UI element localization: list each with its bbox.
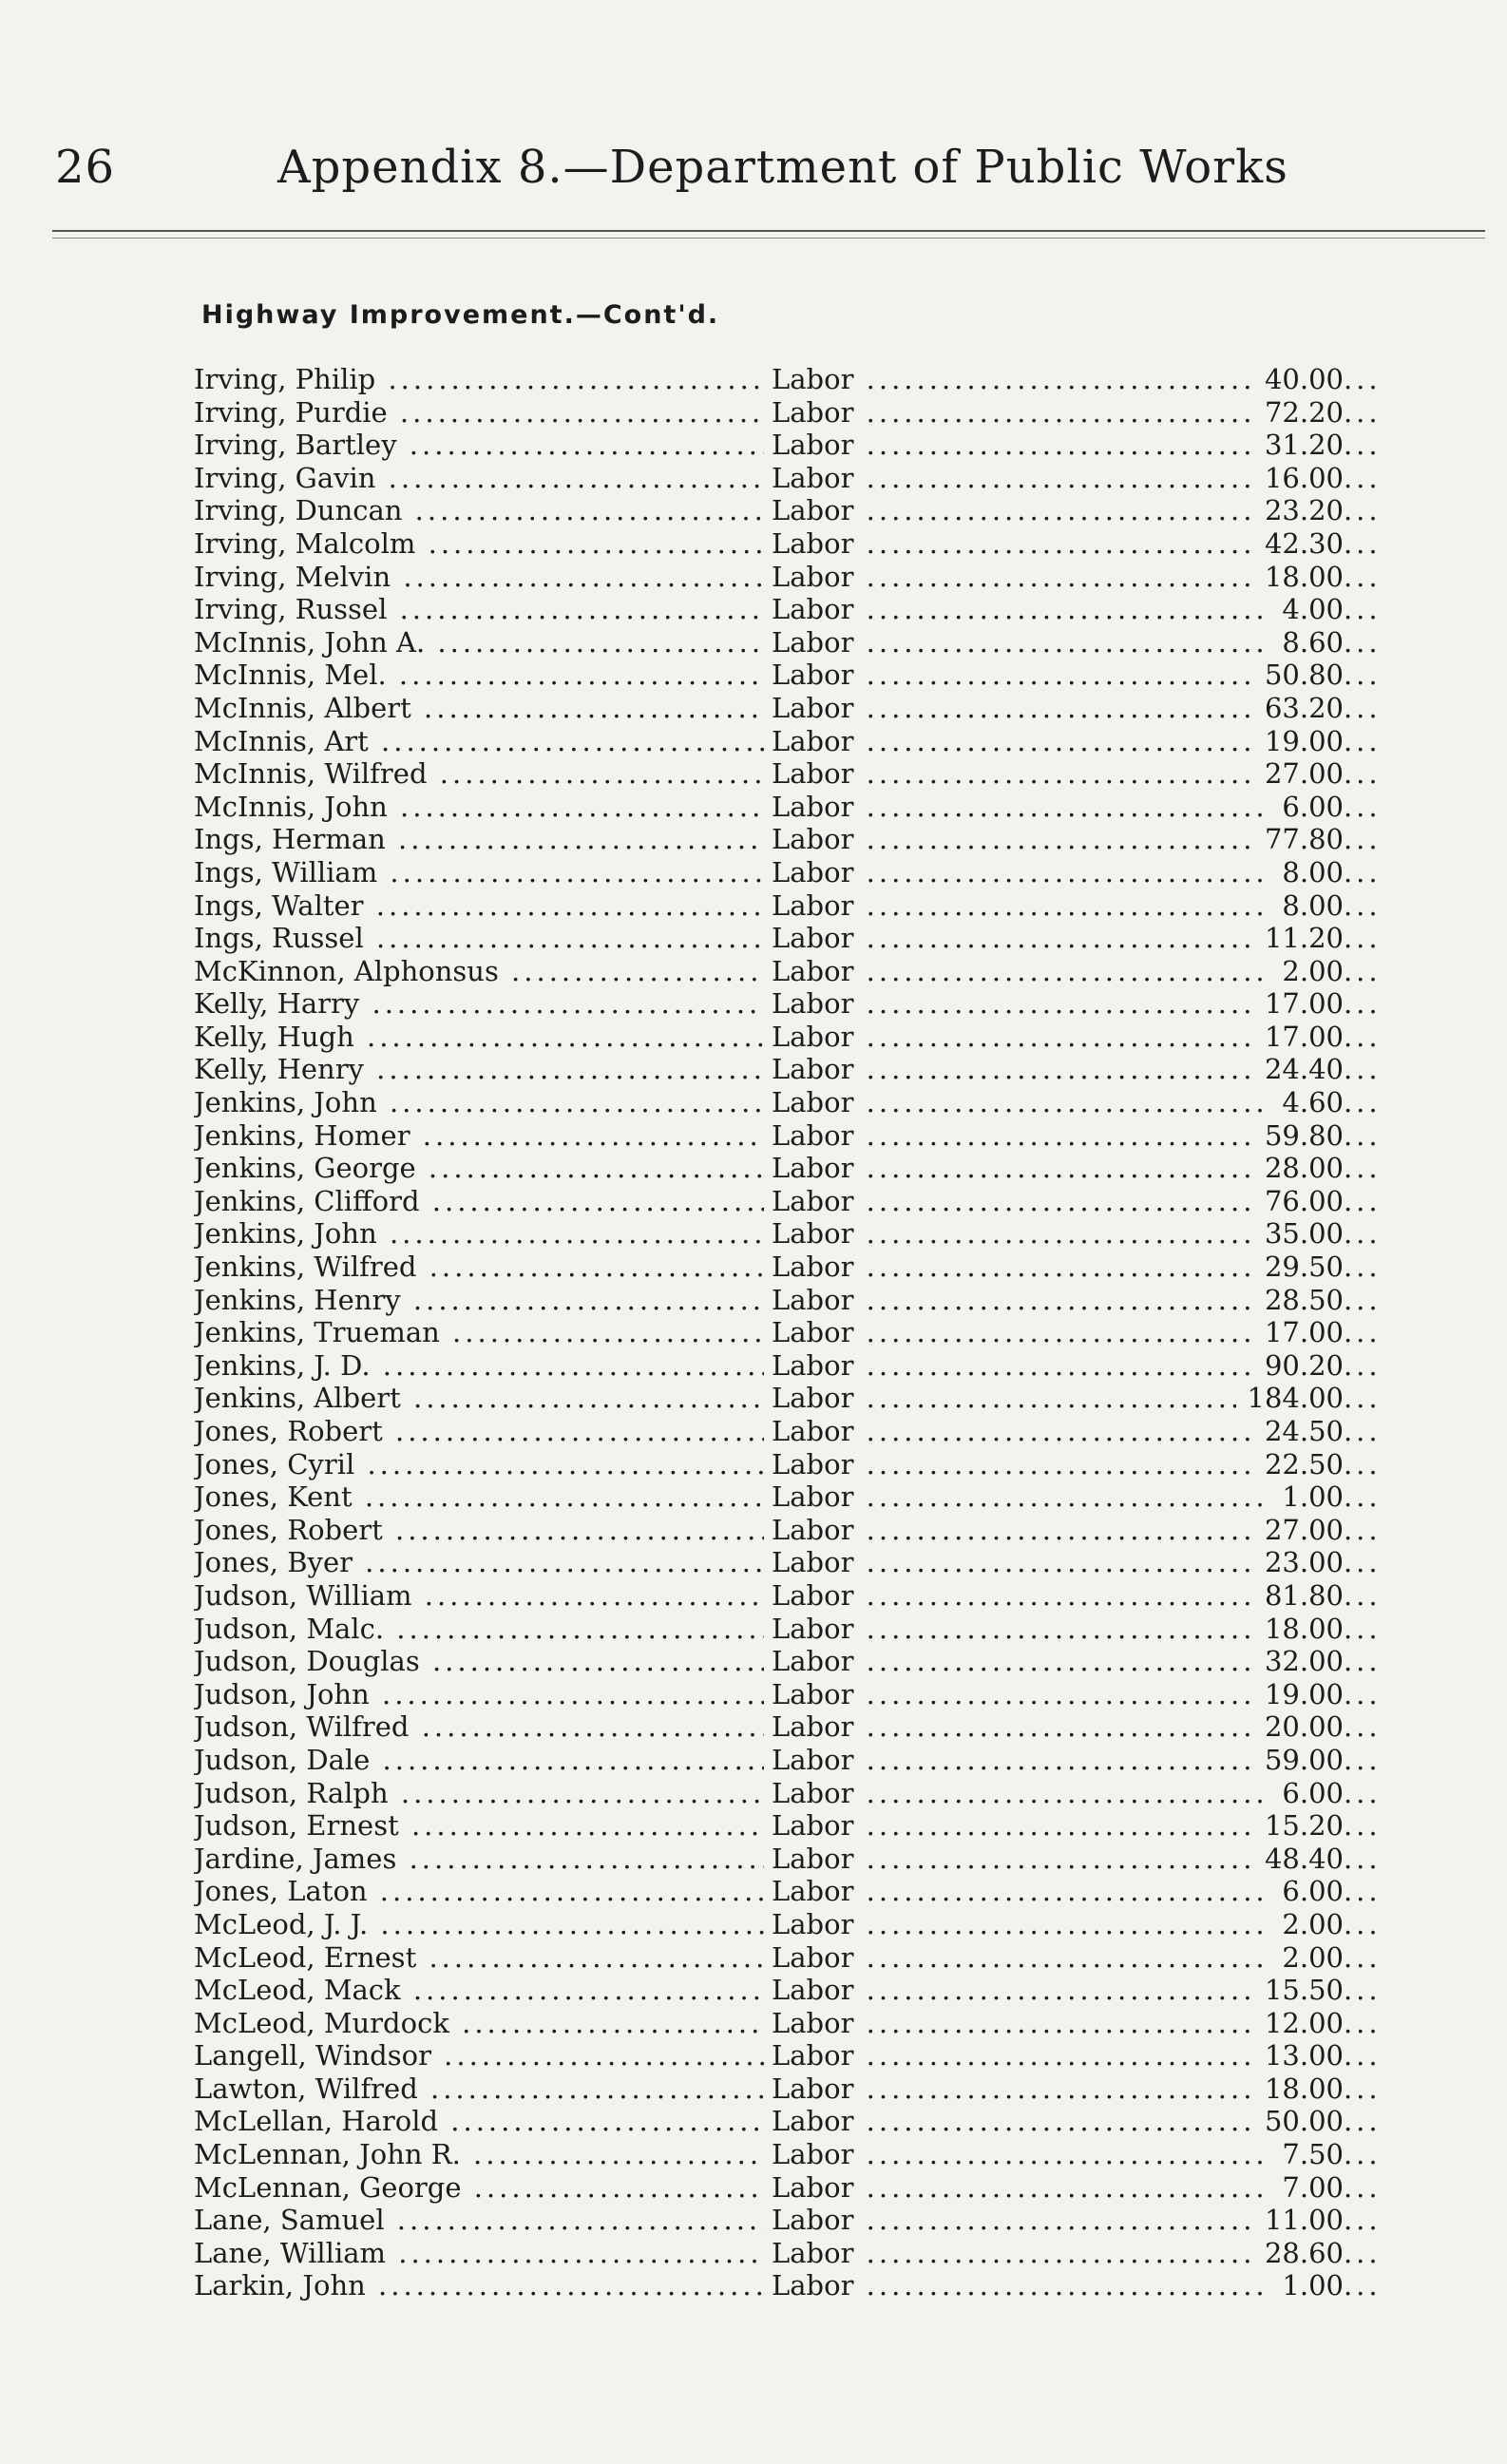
table-row <box>194 2039 1344 2072</box>
table-row <box>194 561 1344 594</box>
row-name: Judson, Malc. ..... <box>194 1613 764 1646</box>
table-row <box>194 396 1344 430</box>
row-amount: 6.00 <box>1270 1875 1344 1908</box>
row-occupation: Labor ..... <box>772 1316 1380 1349</box>
row-occupation: Labor ..... <box>772 2204 1380 2237</box>
row-occupation: Labor ..... <box>772 2007 1380 2040</box>
row-name: Kelly, Hugh ..... <box>194 1021 764 1054</box>
row-amount: 28.60 <box>1253 2237 1344 2270</box>
row-name: McLeod, Mack ..... <box>194 1974 764 2007</box>
row-occupation: Labor ..... <box>772 659 1380 692</box>
row-occupation: Labor ..... <box>772 1974 1380 2007</box>
row-amount: 23.00 <box>1253 1546 1344 1579</box>
row-name: Irving, Philip ..... <box>194 363 764 396</box>
row-name: Judson, Douglas ..... <box>194 1645 764 1678</box>
row-name: Irving, Melvin ..... <box>194 561 764 594</box>
table-row <box>194 462 1344 495</box>
table-row <box>194 363 1344 396</box>
row-name: Jones, Laton ..... <box>194 1875 764 1908</box>
row-name: McLeod, Murdock ..... <box>194 2007 764 2040</box>
row-amount: 4.60 <box>1270 1086 1344 1119</box>
table-row <box>194 1579 1344 1613</box>
row-amount: 17.00 <box>1253 1316 1344 1349</box>
row-occupation: Labor ..... <box>772 955 1380 988</box>
row-occupation: Labor ..... <box>772 1678 1380 1711</box>
table-row <box>194 791 1344 824</box>
row-name: Judson, Wilfred ..... <box>194 1710 764 1744</box>
row-name: Lane, William ..... <box>194 2237 764 2270</box>
row-name: McInnis, Art ..... <box>194 725 764 758</box>
page-number: 26 <box>55 141 116 194</box>
row-name: Ings, Russel ..... <box>194 922 764 955</box>
row-occupation: Labor ..... <box>772 889 1380 923</box>
row-occupation: Labor ..... <box>772 1415 1380 1448</box>
row-amount: 20.00 <box>1253 1710 1344 1744</box>
table-row <box>194 955 1344 988</box>
row-name: Judson, William ..... <box>194 1579 764 1613</box>
table-row <box>194 527 1344 561</box>
row-occupation: Labor ..... <box>772 2171 1380 2205</box>
row-name: Jenkins, John ..... <box>194 1086 764 1119</box>
row-name: Judson, Ralph ..... <box>194 1777 764 1810</box>
row-name: Jones, Byer ..... <box>194 1546 764 1579</box>
row-amount: 59.00 <box>1253 1744 1344 1777</box>
row-name: McKinnon, Alphonsus ..... <box>194 955 764 988</box>
row-name: Jenkins, Wilfred ..... <box>194 1251 764 1284</box>
table-row <box>194 626 1344 659</box>
row-name: Irving, Malcolm ..... <box>194 527 764 561</box>
row-amount: 31.20 <box>1253 429 1344 462</box>
row-amount: 4.00 <box>1270 593 1344 626</box>
row-name: Judson, Dale ..... <box>194 1744 764 1777</box>
table-row <box>194 1448 1344 1481</box>
row-occupation: Labor ..... <box>772 1217 1380 1251</box>
row-occupation: Labor ..... <box>772 527 1380 561</box>
table-row <box>194 1875 1344 1908</box>
row-amount: 32.00 <box>1253 1645 1344 1678</box>
row-occupation: Labor ..... <box>772 1809 1380 1843</box>
row-occupation: Labor ..... <box>772 922 1380 955</box>
table-row <box>194 1185 1344 1218</box>
row-amount: 63.20 <box>1253 692 1344 725</box>
table-row <box>194 1119 1344 1153</box>
row-amount: 42.30 <box>1253 527 1344 561</box>
row-occupation: Labor ..... <box>772 494 1380 527</box>
row-occupation: Labor ..... <box>772 1448 1380 1481</box>
row-amount: 12.00 <box>1253 2007 1344 2040</box>
row-occupation: Labor ..... <box>772 1053 1380 1086</box>
table-row <box>194 2007 1344 2040</box>
table-row <box>194 1021 1344 1054</box>
row-name: Kelly, Henry ..... <box>194 1053 764 1086</box>
row-name: Jenkins, Albert ..... <box>194 1382 764 1415</box>
row-name: Ings, Walter ..... <box>194 889 764 923</box>
row-amount: 18.00 <box>1253 1613 1344 1646</box>
row-amount: 18.00 <box>1253 561 1344 594</box>
row-amount: 8.00 <box>1270 889 1344 923</box>
row-occupation: Labor ..... <box>772 987 1380 1021</box>
table-row <box>194 757 1344 791</box>
row-occupation: Labor ..... <box>772 1119 1380 1153</box>
row-amount: 11.20 <box>1253 922 1344 955</box>
row-amount: 27.00 <box>1253 1514 1344 1547</box>
row-amount: 13.00 <box>1253 2039 1344 2072</box>
row-amount: 15.50 <box>1253 1974 1344 2007</box>
row-occupation: Labor ..... <box>772 1546 1380 1579</box>
table-row <box>194 1480 1344 1514</box>
row-amount: 22.50 <box>1253 1448 1344 1481</box>
row-amount: 81.80 <box>1253 1579 1344 1613</box>
row-amount: 24.40 <box>1253 1053 1344 1086</box>
row-name: Jardine, James ..... <box>194 1843 764 1876</box>
row-name: Judson, John ..... <box>194 1678 764 1711</box>
row-occupation: Labor ..... <box>772 593 1380 626</box>
row-amount: 19.00 <box>1253 1678 1344 1711</box>
table-row <box>194 1284 1344 1317</box>
table-row <box>194 1152 1344 1185</box>
row-amount: 11.00 <box>1253 2204 1344 2237</box>
table-row <box>194 1546 1344 1579</box>
row-occupation: Labor ..... <box>772 2105 1380 2138</box>
row-amount: 2.00 <box>1270 955 1344 988</box>
table-row <box>194 1217 1344 1251</box>
row-name: Lane, Samuel ..... <box>194 2204 764 2237</box>
header-rule <box>52 230 1485 232</box>
table-row <box>194 823 1344 856</box>
row-amount: 90.20 <box>1253 1349 1344 1383</box>
row-amount: 72.20 <box>1253 396 1344 430</box>
row-occupation: Labor ..... <box>772 725 1380 758</box>
row-amount: 23.20 <box>1253 494 1344 527</box>
row-name: Jenkins, Henry ..... <box>194 1284 764 1317</box>
table-row <box>194 889 1344 923</box>
table-row <box>194 1908 1344 1941</box>
row-amount: 184.00 <box>1236 1382 1344 1415</box>
row-occupation: Labor ..... <box>772 1777 1380 1810</box>
table-row <box>194 1974 1344 2007</box>
table-row <box>194 692 1344 725</box>
row-amount: 2.00 <box>1270 1941 1344 1975</box>
table-row <box>194 1053 1344 1086</box>
table-row <box>194 2269 1344 2302</box>
table-row <box>194 1382 1344 1415</box>
row-name: Irving, Duncan ..... <box>194 494 764 527</box>
row-occupation: Labor ..... <box>772 1579 1380 1613</box>
row-name: Irving, Russel ..... <box>194 593 764 626</box>
row-amount: 1.00 <box>1270 1480 1344 1514</box>
table-row <box>194 659 1344 692</box>
table-row <box>194 1710 1344 1744</box>
row-occupation: Labor ..... <box>772 791 1380 824</box>
row-amount: 15.20 <box>1253 1809 1344 1843</box>
row-amount: 18.00 <box>1253 2072 1344 2106</box>
row-name: Lawton, Wilfred ..... <box>194 2072 764 2106</box>
table-row <box>194 856 1344 889</box>
row-occupation: Labor ..... <box>772 1645 1380 1678</box>
table-row <box>194 2138 1344 2171</box>
row-occupation: Labor ..... <box>772 1514 1380 1547</box>
table-row <box>194 2237 1344 2270</box>
table-row <box>194 1744 1344 1777</box>
row-name: Jenkins, Homer ..... <box>194 1119 764 1153</box>
row-name: Jenkins, George ..... <box>194 1152 764 1185</box>
table-row <box>194 1514 1344 1547</box>
page-title: Appendix 8.—Department of Public Works <box>277 141 1288 194</box>
row-name: McLellan, Harold ..... <box>194 2105 764 2138</box>
row-amount: 19.00 <box>1253 725 1344 758</box>
row-occupation: Labor ..... <box>772 1152 1380 1185</box>
row-name: Jones, Kent ..... <box>194 1480 764 1514</box>
row-name: McInnis, Wilfred ..... <box>194 757 764 791</box>
row-name: McInnis, Albert ..... <box>194 692 764 725</box>
row-name: Irving, Bartley ..... <box>194 429 764 462</box>
table-row <box>194 1941 1344 1975</box>
row-name: Larkin, John ..... <box>194 2269 764 2302</box>
row-amount: 16.00 <box>1253 462 1344 495</box>
row-occupation: Labor ..... <box>772 1480 1380 1514</box>
table-row <box>194 1809 1344 1843</box>
table-row <box>194 1415 1344 1448</box>
table-row <box>194 2171 1344 2205</box>
row-amount: 27.00 <box>1253 757 1344 791</box>
table-row <box>194 922 1344 955</box>
table-row <box>194 1349 1344 1383</box>
row-name: Irving, Gavin ..... <box>194 462 764 495</box>
row-amount: 8.60 <box>1270 626 1344 659</box>
row-occupation: Labor ..... <box>772 2039 1380 2072</box>
row-occupation: Labor ..... <box>772 1875 1380 1908</box>
row-occupation: Labor ..... <box>772 1908 1380 1941</box>
row-occupation: Labor ..... <box>772 2237 1380 2270</box>
row-occupation: Labor ..... <box>772 757 1380 791</box>
table-row <box>194 1613 1344 1646</box>
payment-table <box>194 363 1344 2302</box>
row-occupation: Labor ..... <box>772 396 1380 430</box>
row-name: Jenkins, Trueman ..... <box>194 1316 764 1349</box>
row-occupation: Labor ..... <box>772 1185 1380 1218</box>
row-occupation: Labor ..... <box>772 429 1380 462</box>
row-amount: 50.80 <box>1253 659 1344 692</box>
table-row <box>194 2204 1344 2237</box>
row-amount: 7.50 <box>1270 2138 1344 2171</box>
header-rule-thin <box>52 238 1485 239</box>
row-name: McLeod, Ernest ..... <box>194 1941 764 1975</box>
table-row <box>194 1777 1344 1810</box>
row-occupation: Labor ..... <box>772 1744 1380 1777</box>
table-row <box>194 429 1344 462</box>
row-amount: 76.00 <box>1253 1185 1344 1218</box>
row-amount: 6.00 <box>1270 791 1344 824</box>
table-row <box>194 2072 1344 2106</box>
row-amount: 59.80 <box>1253 1119 1344 1153</box>
row-amount: 7.00 <box>1270 2171 1344 2205</box>
row-amount: 17.00 <box>1253 987 1344 1021</box>
row-name: Jenkins, Clifford ..... <box>194 1185 764 1218</box>
row-occupation: Labor ..... <box>772 1349 1380 1383</box>
row-name: McInnis, Mel. ..... <box>194 659 764 692</box>
row-amount: 50.00 <box>1253 2105 1344 2138</box>
row-amount: 17.00 <box>1253 1021 1344 1054</box>
row-occupation: Labor ..... <box>772 823 1380 856</box>
row-occupation: Labor ..... <box>772 692 1380 725</box>
row-occupation: Labor ..... <box>772 462 1380 495</box>
section-heading: Highway Improvement.—Cont'd. <box>201 300 720 330</box>
table-row <box>194 494 1344 527</box>
table-row <box>194 2105 1344 2138</box>
row-occupation: Labor ..... <box>772 1613 1380 1646</box>
row-name: McLeod, J. J. ..... <box>194 1908 764 1941</box>
row-occupation: Labor ..... <box>772 1251 1380 1284</box>
row-amount: 8.00 <box>1270 856 1344 889</box>
row-occupation: Labor ..... <box>772 626 1380 659</box>
row-occupation: Labor ..... <box>772 1284 1380 1317</box>
table-row <box>194 1678 1344 1711</box>
row-name: Jenkins, John ..... <box>194 1217 764 1251</box>
row-amount: 24.50 <box>1253 1415 1344 1448</box>
row-occupation: Labor ..... <box>772 1710 1380 1744</box>
table-row <box>194 1251 1344 1284</box>
row-name: Langell, Windsor ..... <box>194 2039 764 2072</box>
row-occupation: Labor ..... <box>772 1843 1380 1876</box>
row-amount: 2.00 <box>1270 1908 1344 1941</box>
row-name: McInnis, John ..... <box>194 791 764 824</box>
row-occupation: Labor ..... <box>772 1021 1380 1054</box>
row-amount: 28.00 <box>1253 1152 1344 1185</box>
row-name: Judson, Ernest ..... <box>194 1809 764 1843</box>
table-row <box>194 593 1344 626</box>
row-name: McLennan, George ..... <box>194 2171 764 2205</box>
table-row <box>194 1086 1344 1119</box>
row-name: McInnis, John A. ..... <box>194 626 764 659</box>
row-occupation: Labor ..... <box>772 2072 1380 2106</box>
row-amount: 40.00 <box>1253 363 1344 396</box>
row-name: Jones, Robert ..... <box>194 1415 764 1448</box>
row-amount: 35.00 <box>1253 1217 1344 1251</box>
row-amount: 1.00 <box>1270 2269 1344 2302</box>
row-name: Jones, Cyril ..... <box>194 1448 764 1481</box>
row-amount: 77.80 <box>1253 823 1344 856</box>
row-occupation: Labor ..... <box>772 2138 1380 2171</box>
table-row <box>194 1316 1344 1349</box>
table-row <box>194 1645 1344 1678</box>
table-row <box>194 1843 1344 1876</box>
row-occupation: Labor ..... <box>772 1086 1380 1119</box>
row-amount: 48.40 <box>1253 1843 1344 1876</box>
row-occupation: Labor ..... <box>772 363 1380 396</box>
row-occupation: Labor ..... <box>772 856 1380 889</box>
row-occupation: Labor ..... <box>772 1941 1380 1975</box>
row-name: Ings, Herman ..... <box>194 823 764 856</box>
table-row <box>194 725 1344 758</box>
row-name: Ings, William ..... <box>194 856 764 889</box>
row-occupation: Labor ..... <box>772 1382 1380 1415</box>
row-name: Kelly, Harry ..... <box>194 987 764 1021</box>
row-amount: 6.00 <box>1270 1777 1344 1810</box>
row-amount: 29.50 <box>1253 1251 1344 1284</box>
table-row <box>194 987 1344 1021</box>
row-amount: 28.50 <box>1253 1284 1344 1317</box>
row-name: Jones, Robert ..... <box>194 1514 764 1547</box>
row-occupation: Labor ..... <box>772 561 1380 594</box>
row-name: Irving, Purdie ..... <box>194 396 764 430</box>
row-occupation: Labor ..... <box>772 2269 1380 2302</box>
row-name: McLennan, John R. ..... <box>194 2138 764 2171</box>
row-name: Jenkins, J. D. ..... <box>194 1349 764 1383</box>
